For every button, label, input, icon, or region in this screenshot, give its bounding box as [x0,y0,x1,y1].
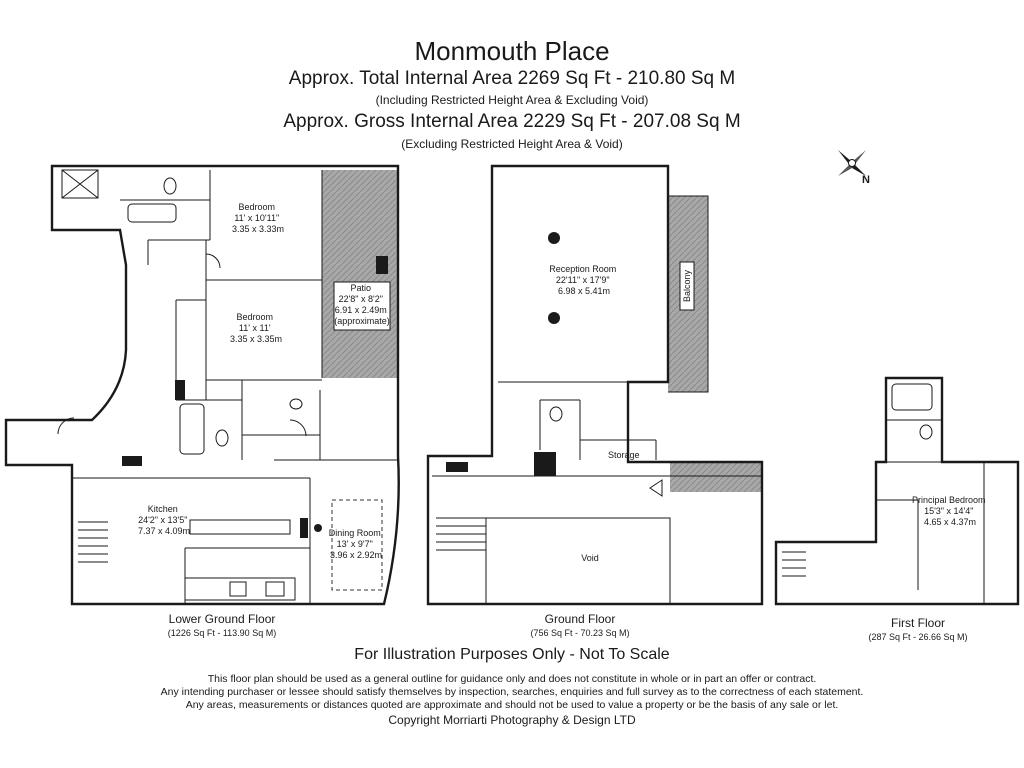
lower-ground-floor-title: Lower Ground Floor [168,612,276,626]
kitchen-island [190,520,290,534]
wall-pier [376,256,388,274]
copyright-notice: Copyright Morriarti Photography & Design LTD [388,713,636,727]
bath [180,404,204,454]
disclaimer-line: This floor plan should be used as a general outline for guidance only and does not constitute in whole or in part an offer or contract. [207,673,817,685]
total-area-note: (Including Restricted Height Area & Excluding Void) [375,93,649,107]
bath [892,384,932,410]
void-label: Void [581,553,599,563]
total-internal-area: Approx. Total Internal Area 2269 Sq Ft - 210.80 Sq M [288,68,736,89]
bath [128,204,176,222]
bedroom-1-label: Bedroom 11' x 10'11" 3.35 x 3.33m [231,202,285,234]
dining-room-label: Dining Room 13' x 9'7" 3.96 x 2.92m [328,528,383,560]
staircase [782,552,806,576]
terrace-area [670,462,762,492]
not-to-scale-heading: For Illustration Purposes Only - Not To Scale [354,646,670,663]
wc [216,430,228,446]
kitchen-label: Kitchen 24'2" x 13'5" 7.37 x 4.09m [137,504,191,536]
reception-room-label: Reception Room 22'11" x 17'9" 6.98 x 5.41m [549,264,617,296]
ground-floor-title: Ground Floor [544,612,616,626]
balcony-label: Balcony [682,269,692,303]
ground-floor-plan [428,166,762,604]
disclaimer-line: Any intending purchaser or lessee should satisfy themselves by inspection, searches, enquiries and full survey as to the correctness of each statement. [160,686,864,698]
wall-pier [122,456,142,466]
bedroom-2-label: Bedroom 11' x 11' 3.35 x 3.35m [229,312,283,344]
disclaimer-line: Any areas, measurements or distances quoted are approximate and should not be used to value a property or be the basis of any sale or let. [185,699,839,711]
wc [290,399,302,409]
gross-area-note: (Excluding Restricted Height Area & Void) [401,137,623,151]
ground-floor-area: (756 Sq Ft - 70.23 Sq M) [530,628,630,638]
first-floor-title: First Floor [891,616,945,630]
lower-ground-floor-plan [6,166,399,604]
wc [550,407,562,421]
staircase [78,522,108,562]
staircase [436,518,486,550]
lower-ground-floor-area: (1226 Sq Ft - 113.90 Sq M) [167,628,277,638]
ground-floor-outer-wall [428,166,762,604]
plan-title: Monmouth Place [414,36,610,66]
compass-label: N [862,174,870,186]
wall-pier [175,380,185,400]
wc [920,425,932,439]
first-floor-outer-wall [776,378,1018,604]
kitchen-counter [185,578,295,600]
principal-bedroom-label: Principal Bedroom 15'3" x 14'4" 4.65 x 4.37m [911,495,986,527]
first-floor-plan [776,378,1018,604]
first-floor-area: (287 Sq Ft - 26.66 Sq M) [868,632,968,642]
patio-label: Patio 22'8" x 8'2" 6.91 x 2.49m (approximate) [334,283,390,326]
compass-icon [838,150,866,176]
wc [164,178,176,194]
storage-label: Storage [608,450,640,460]
gross-internal-area: Approx. Gross Internal Area 2229 Sq Ft - 207.08 Sq M [283,111,741,132]
